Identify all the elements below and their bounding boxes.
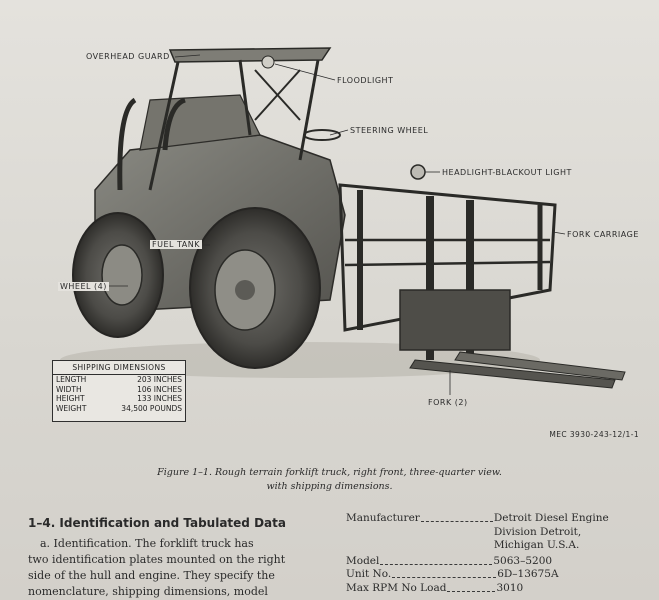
shipping-title: SHIPPING DIMENSIONS	[53, 361, 185, 375]
table-row	[53, 375, 185, 385]
ship-value: 34,500 POUNDS	[121, 403, 182, 413]
ship-label: LENGTH	[56, 375, 87, 384]
table-row	[346, 555, 646, 569]
spec-value: 6D–13675A	[497, 568, 559, 580]
spec-label: Max RPM No Load	[346, 581, 447, 594]
body-paragraph	[28, 536, 328, 600]
table-row	[53, 385, 185, 395]
caption-line-2: with shipping dimensions.	[266, 481, 393, 492]
table-row	[53, 394, 185, 404]
paragraph-line: a. Identification. The forklift truck has	[40, 537, 254, 550]
table-row	[346, 568, 646, 582]
shipping-dimensions-table	[52, 360, 186, 422]
spec-label: Manufacturer	[346, 512, 420, 524]
floodlight-shape	[262, 56, 274, 68]
leader-dots	[380, 555, 492, 565]
section-heading: 1–4. Identification and Tabulated Data	[28, 516, 286, 530]
paragraph-line: nomenclature, shipping dimensions, model	[28, 585, 268, 598]
leader-dots	[447, 582, 495, 592]
paragraph-line: side of the hull and engine. They specify the	[28, 569, 275, 582]
ship-value: 133 INCHES	[137, 394, 182, 403]
table-row	[53, 404, 185, 414]
caption-line-1: Figure 1–1. Rough terrain forklift truck, right front, three-quarter view.	[157, 467, 502, 478]
callout-fork-carriage: FORK CARRIAGE	[567, 230, 639, 239]
figure-id: MEC 3930-243-12/1-1	[549, 430, 639, 439]
spec-label: Unit No.	[346, 568, 392, 580]
spec-value: 5063–5200	[493, 554, 553, 567]
steering-wheel-shape	[304, 130, 340, 140]
engine-specs	[346, 512, 646, 595]
paragraph-line: two identification plates mounted on the right	[28, 553, 286, 566]
callout-fuel-tank: FUEL TANK	[152, 240, 200, 249]
overhead-guard	[170, 48, 330, 62]
callout-overhead-guard: OVERHEAD GUARD	[86, 52, 170, 61]
ship-label: WEIGHT	[56, 403, 87, 413]
ship-value: 106 INCHES	[137, 384, 182, 394]
spec-value: 3010	[496, 581, 524, 594]
ship-label: HEIGHT	[56, 394, 85, 403]
spec-label: Model	[346, 554, 380, 567]
callout-fork: FORK (2)	[428, 398, 468, 407]
spec-value: Detroit Diesel Engine Division Detroit, Michigan U.S.A.	[493, 512, 609, 551]
callout-steering-wheel: STEERING WHEEL	[350, 126, 429, 135]
ship-value: 203 INCHES	[137, 375, 182, 384]
ship-label: WIDTH	[56, 384, 82, 394]
callout-headlight: HEADLIGHT-BLACKOUT LIGHT	[442, 168, 572, 177]
leader-dots	[392, 568, 496, 578]
figure-caption	[0, 466, 659, 494]
table-row	[346, 512, 646, 553]
table-row	[346, 582, 646, 596]
carriage-block	[400, 290, 510, 350]
leader-dots	[421, 512, 493, 522]
callout-wheel: WHEEL (4)	[60, 282, 107, 291]
callout-floodlight: FLOODLIGHT	[337, 76, 394, 85]
headlight-shape	[411, 165, 425, 179]
